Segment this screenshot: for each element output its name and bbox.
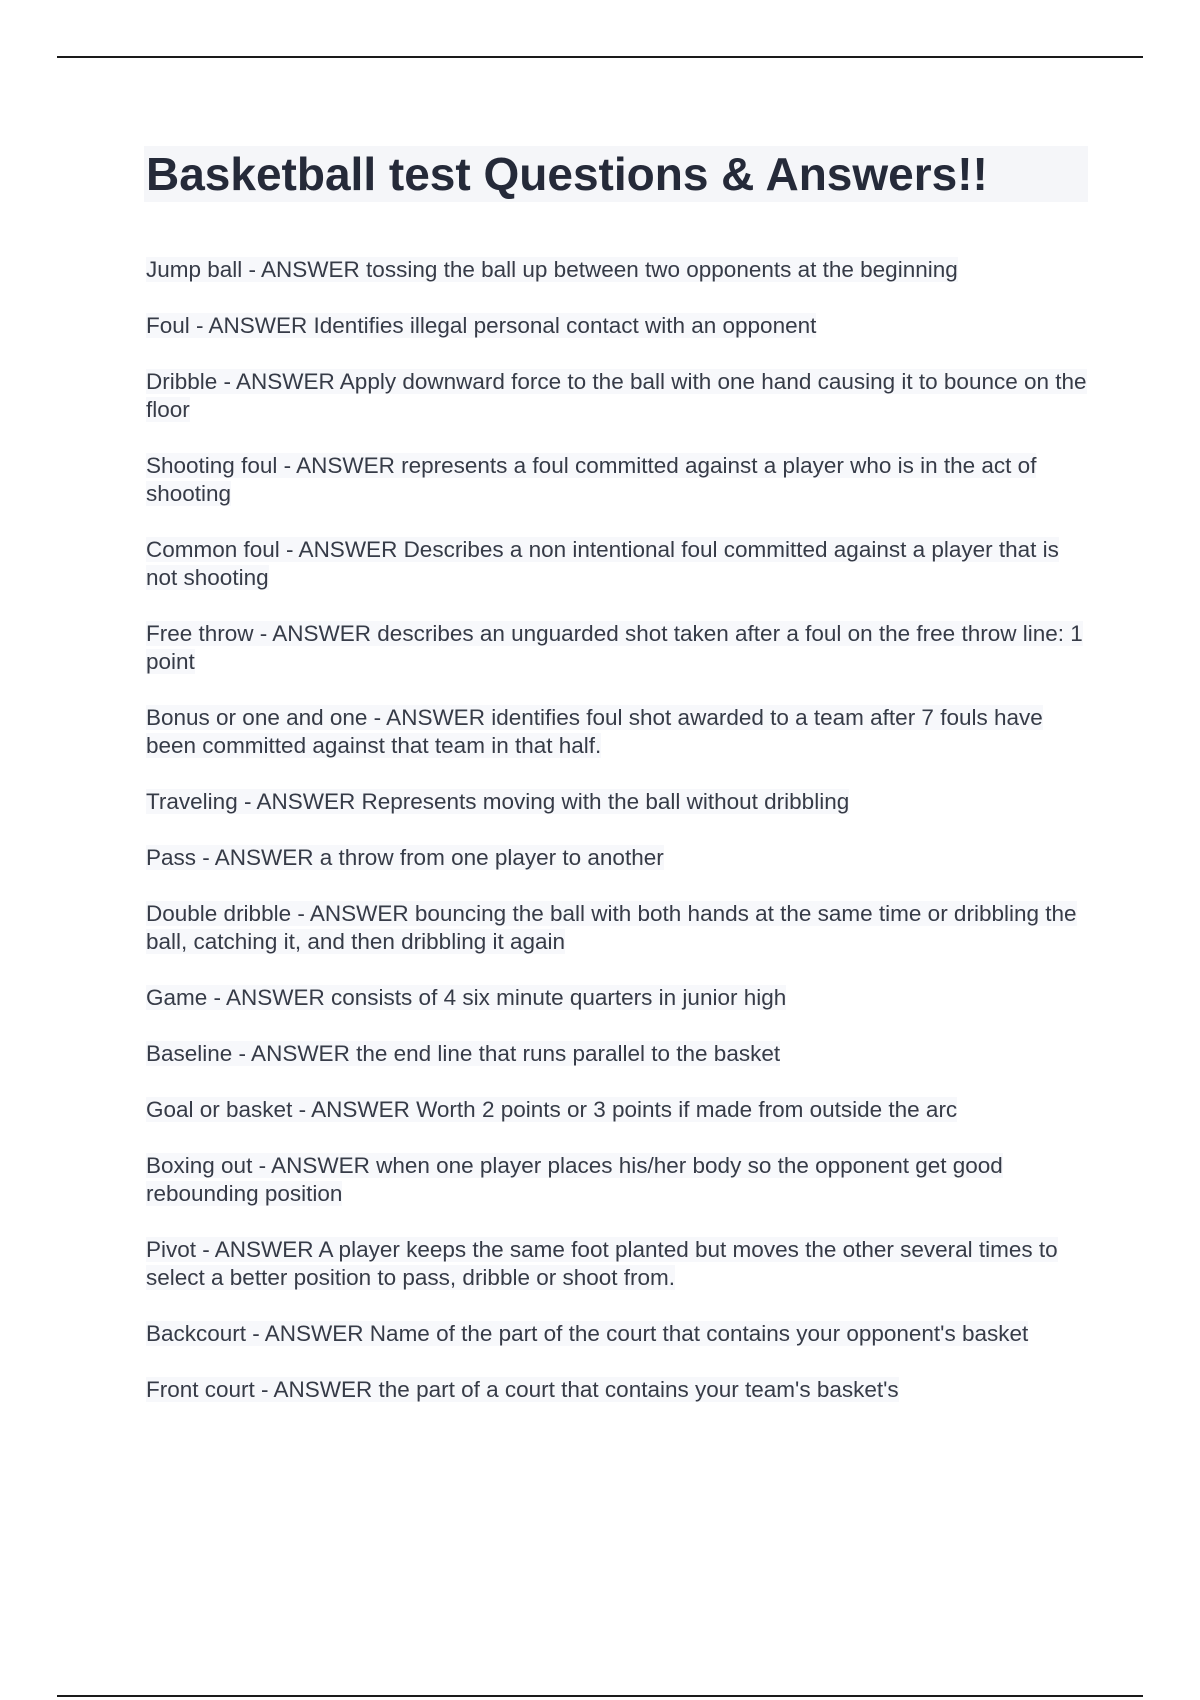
qa-item-jump-ball (146, 256, 1096, 284)
qa-list (146, 256, 1096, 1404)
qa-item-free-throw (146, 620, 1096, 676)
qa-item-pass (146, 844, 1096, 872)
qa-text: Boxing out - ANSWER when one player places his/her body so the opponent get good rebounding position (146, 1153, 1003, 1206)
qa-text: Shooting foul - ANSWER represents a foul committed against a player who is in the act of shooting (146, 453, 1037, 506)
qa-item-double-dribble (146, 900, 1096, 956)
qa-item-common-foul (146, 536, 1096, 592)
qa-text: Goal or basket - ANSWER Worth 2 points or 3 points if made from outside the arc (146, 1097, 958, 1122)
qa-item-dribble (146, 368, 1096, 424)
qa-item-baseline (146, 1040, 1096, 1068)
qa-text: Game - ANSWER consists of 4 six minute quarters in junior high (146, 985, 787, 1010)
qa-text: Pass - ANSWER a throw from one player to another (146, 845, 664, 870)
qa-text: Front court - ANSWER the part of a court that contains your team's basket's (146, 1377, 899, 1402)
footer-rule (57, 1695, 1143, 1697)
qa-item-goal (146, 1096, 1096, 1124)
qa-item-traveling (146, 788, 1096, 816)
qa-text: Bonus or one and one - ANSWER identifies foul shot awarded to a team after 7 fouls have been committed against that team in that half. (146, 705, 1043, 758)
qa-text: Free throw - ANSWER describes an unguarded shot taken after a foul on the free throw line: 1 point (146, 621, 1083, 674)
qa-text: Jump ball - ANSWER tossing the ball up between two opponents at the beginning (146, 257, 958, 282)
qa-text: Backcourt - ANSWER Name of the part of the court that contains your opponent's basket (146, 1321, 1029, 1346)
qa-text: Traveling - ANSWER Represents moving with the ball without dribbling (146, 789, 850, 814)
qa-text: Pivot - ANSWER A player keeps the same foot planted but moves the other several times to select a better position to pass, dribble or shoot from. (146, 1237, 1058, 1290)
qa-text: Foul - ANSWER Identifies illegal personal contact with an opponent (146, 313, 817, 338)
qa-item-shooting-foul (146, 452, 1096, 508)
qa-item-backcourt (146, 1320, 1096, 1348)
qa-text: Double dribble - ANSWER bouncing the ball with both hands at the same time or dribbling the ball, catching it, and then dribbling it again (146, 901, 1077, 954)
qa-item-boxing-out (146, 1152, 1096, 1208)
document-title: Basketball test Questions & Answers!! (146, 148, 988, 200)
qa-item-foul (146, 312, 1096, 340)
qa-text: Dribble - ANSWER Apply downward force to the ball with one hand causing it to bounce on the floor (146, 369, 1087, 422)
qa-text: Baseline - ANSWER the end line that runs parallel to the basket (146, 1041, 781, 1066)
qa-item-pivot (146, 1236, 1096, 1292)
qa-item-front-court (146, 1376, 1096, 1404)
qa-item-game (146, 984, 1096, 1012)
header-rule (57, 56, 1143, 58)
qa-item-bonus (146, 704, 1096, 760)
qa-text: Common foul - ANSWER Describes a non intentional foul committed against a player that is not shooting (146, 537, 1059, 590)
